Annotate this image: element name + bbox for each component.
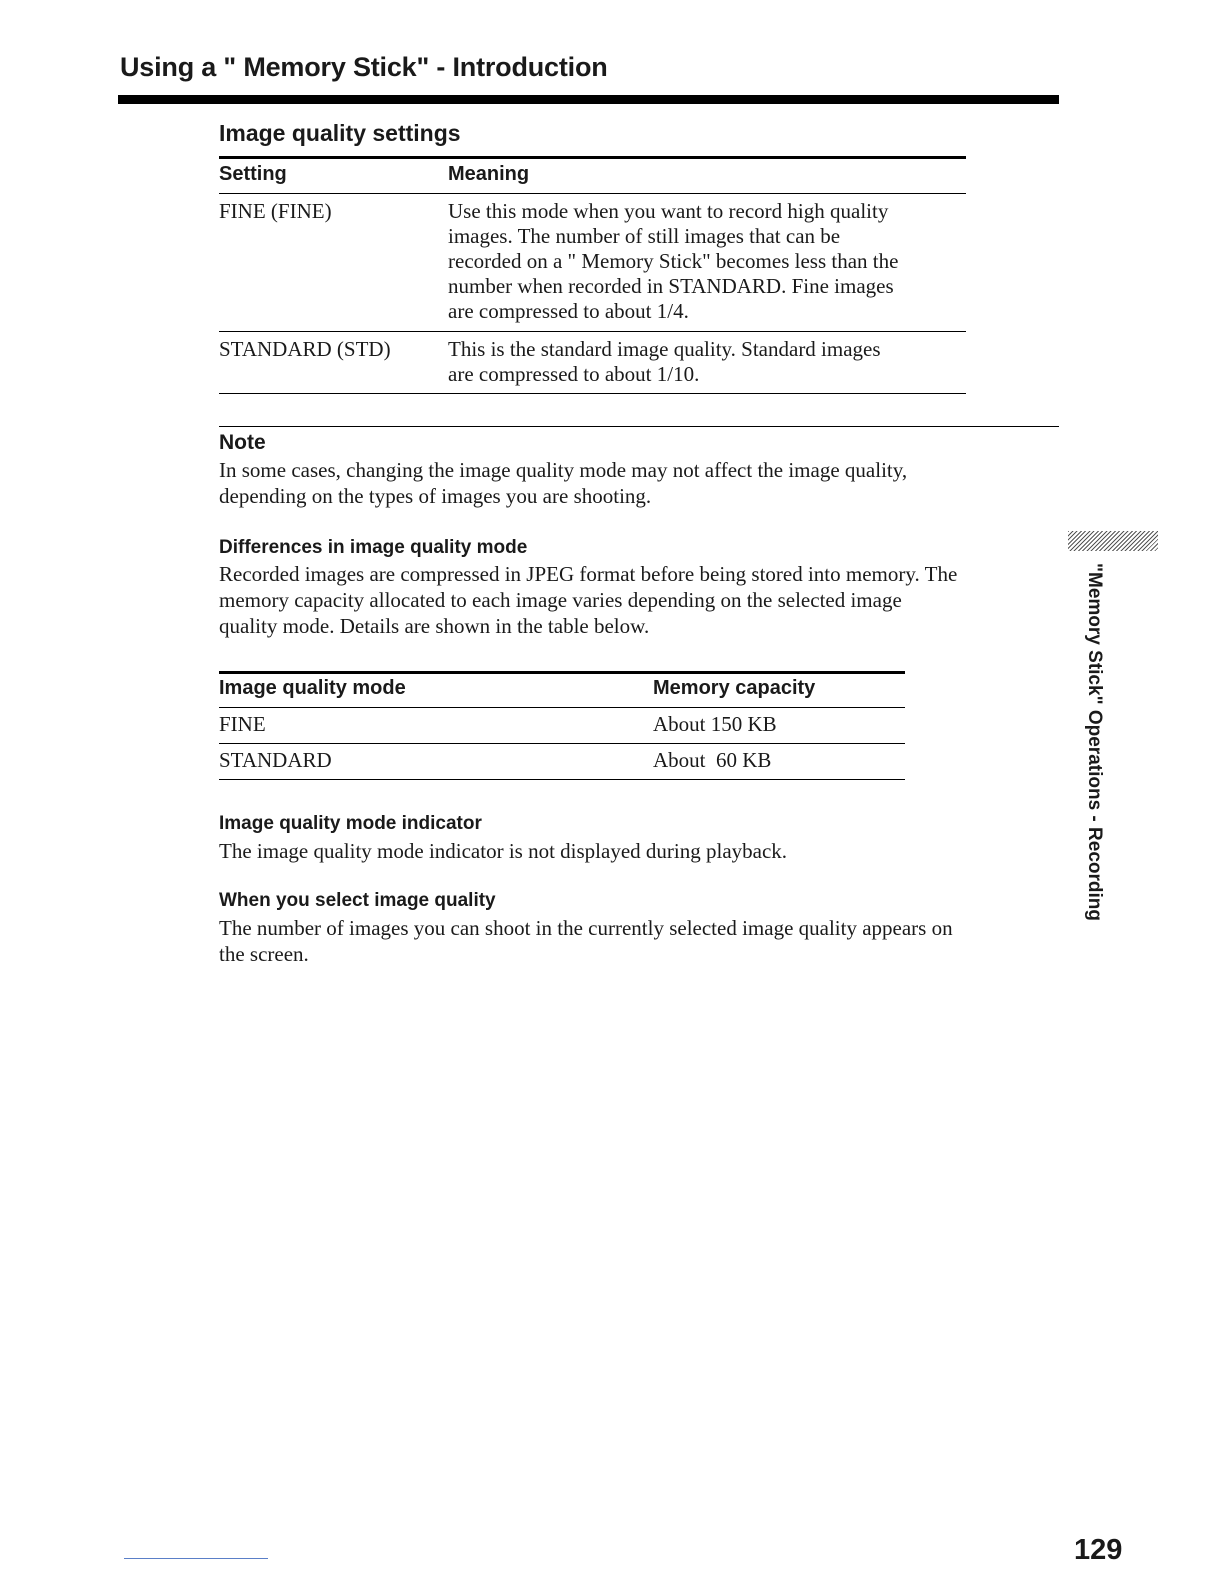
column-header-mode: Image quality mode bbox=[219, 677, 406, 699]
capacity-cell: About 60 KB bbox=[653, 748, 772, 772]
table-row-rule bbox=[219, 743, 905, 744]
text-line: memory capacity allocated to each image varies depending on the selected image bbox=[219, 588, 902, 612]
setting-cell: FINE (FINE) bbox=[219, 199, 332, 223]
meaning-line: recorded on a " Memory Stick" becomes less than the bbox=[448, 249, 899, 273]
column-header-meaning: Meaning bbox=[448, 163, 530, 185]
differences-text bbox=[219, 561, 1059, 639]
meaning-cell bbox=[448, 337, 968, 387]
differences-heading: Differences in image quality mode bbox=[219, 537, 528, 558]
table-row-rule bbox=[219, 331, 966, 332]
note-heading: Note bbox=[219, 431, 266, 454]
meaning-line: images. The number of still images that can be bbox=[448, 224, 841, 248]
select-heading: When you select image quality bbox=[219, 890, 496, 911]
note-rule bbox=[219, 426, 1059, 427]
page-header-title: Using a " Memory Stick" - Introduction bbox=[120, 52, 608, 82]
table-top-rule bbox=[219, 671, 905, 674]
note-text bbox=[219, 457, 1059, 509]
mode-cell: STANDARD bbox=[219, 748, 332, 772]
meaning-cell bbox=[448, 199, 968, 324]
select-text bbox=[219, 915, 1059, 967]
text-line: depending on the types of images you are shooting. bbox=[219, 484, 652, 508]
table-header-rule bbox=[219, 193, 966, 194]
meaning-line: number when recorded in STANDARD. Fine images bbox=[448, 274, 894, 298]
column-header-setting: Setting bbox=[219, 163, 287, 185]
setting-cell: STANDARD (STD) bbox=[219, 337, 391, 361]
section-title: Image quality settings bbox=[219, 120, 461, 146]
bottom-rule bbox=[124, 1558, 268, 1559]
table-header-rule bbox=[219, 707, 905, 708]
header-rule bbox=[118, 95, 1059, 104]
indicator-heading: Image quality mode indicator bbox=[219, 813, 482, 834]
meaning-line: are compressed to about 1/4. bbox=[448, 299, 689, 323]
text-line: Recorded images are compressed in JPEG format before being stored into memory. The bbox=[219, 562, 958, 586]
text-line: quality mode. Details are shown in the table below. bbox=[219, 614, 650, 638]
indicator-text bbox=[219, 838, 1059, 864]
column-header-capacity: Memory capacity bbox=[653, 677, 816, 699]
mode-cell: FINE bbox=[219, 712, 266, 736]
table-bottom-rule bbox=[219, 393, 966, 394]
table-bottom-rule bbox=[219, 779, 905, 780]
table-top-rule bbox=[219, 156, 966, 159]
capacity-cell: About 150 KB bbox=[653, 712, 777, 736]
side-tab-marker bbox=[1068, 531, 1158, 551]
page-number: 129 bbox=[1074, 1534, 1123, 1566]
text-line: In some cases, changing the image quality mode may not affect the image quality, bbox=[219, 458, 908, 482]
meaning-line: Use this mode when you want to record high quality bbox=[448, 199, 889, 223]
text-line: the screen. bbox=[219, 942, 309, 966]
meaning-line: are compressed to about 1/10. bbox=[448, 362, 700, 386]
text-line: The number of images you can shoot in the currently selected image quality appears on bbox=[219, 916, 953, 940]
text-line: The image quality mode indicator is not displayed during playback. bbox=[219, 839, 788, 863]
meaning-line: This is the standard image quality. Standard images bbox=[448, 337, 881, 361]
side-section-label: "Memory Stick" Operations - Recording bbox=[1084, 563, 1105, 921]
